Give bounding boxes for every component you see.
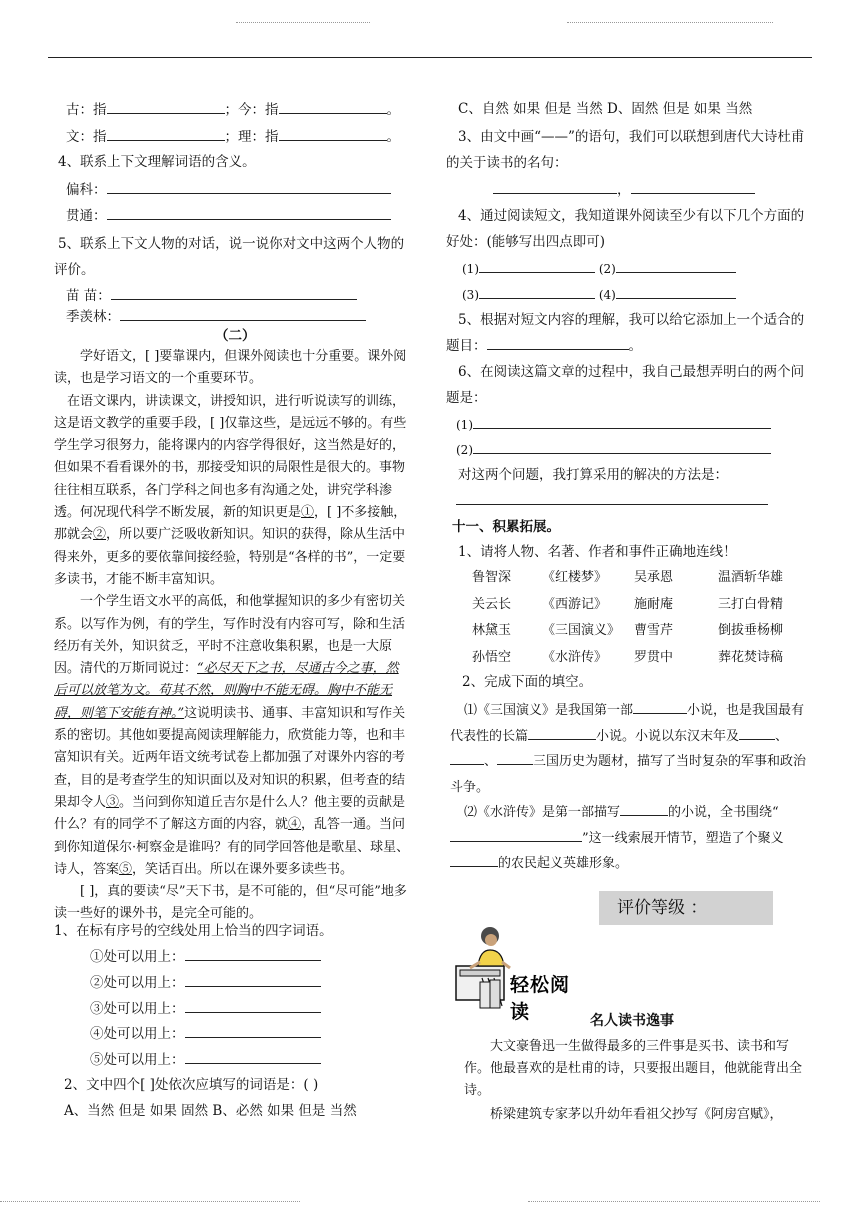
passage-paragraph-2: 在语文课内，讲读课文，讲授知识，进行听说读写的训练，这是语文教学的重要手段，[ ]仅靠这些，是远远不够的。有些学生学习很努力，能将课内的内容学得很好，这当然是好的，但如果不看看课外的书，那接受知识的局限性是很大的。事物往往相互联系，各门学科之间也多有沟通之处，讲究学科渗透。何况现代科学不断发展，新的知识更是①，[ ]不多接触，那就会②，所以要广泛吸收新知识。知识的获得，除从生活中得来外，更多的要依靠间接经验，特别是“各样的书”，一定要多读书，才能不断丰富知识。 xyxy=(54,393,407,587)
blank-mark-5: ⑤ xyxy=(119,861,133,877)
answer-blank[interactable] xyxy=(616,258,736,273)
answer-blank[interactable] xyxy=(479,284,595,299)
fill-paragraph-1: ⑴《三国演义》是我国第一部 小说，也是我国最有代表性的长篇 小说。小说以东汉末年及 、、 三国历史为题材，描写了当时复杂的军事和政治斗争。 xyxy=(450,698,812,800)
q6-answer-1: (1) xyxy=(456,414,771,435)
match-cell[interactable]: 温酒斩华雄 xyxy=(718,570,784,585)
answer-blank[interactable] xyxy=(473,414,771,429)
answer-blank[interactable] xyxy=(185,1023,321,1038)
question-4: 4、联系上下文理解词语的含义。 xyxy=(58,154,256,170)
answer-blank[interactable] xyxy=(279,126,387,141)
answer-blank[interactable] xyxy=(111,285,357,300)
footer-dotted-line xyxy=(528,1201,820,1202)
question-3: 3、由文中画“——”的语句，我们可以联想到唐代大诗杜甫的关于读书的名句： xyxy=(446,129,805,171)
answer-blank[interactable] xyxy=(185,998,321,1013)
passage-paragraph-3: 一个学生语文水平的高低，和他掌握知识的多少有密切关系。以写作为例，有的学生，写作时没有内容可写，除和生活经历有关外，知识贫乏，平时不注意收集积累，也是一大原因。清代的万斯同说过：“必尽天下之书，尽通古今之事，然后可以放笔为文。苟其不然，则胸中不能无碍。胸中不能无碍，则笔下安能有神。”这说明读书、通事、丰富知识和写作关系的密切。其他如要提高阅读理解能力，欣赏能力等，也和丰富知识有关。近两年语文统考试卷上都加强了对课外内容的考查，目的是考查学生的知识面以及对知识的积累，但考查的结果却令人③。当问到你知道丘吉尔是什么人？他主要的贡献是什么？有的同学不了解这方面的内容，就④，乱答一通。当问到你知道保尔·柯察金是谁吗？有的同学回答他是歌星、球星、诗人，答案⑤，笑话百出。所以在课外要多读些书。 xyxy=(54,594,410,877)
underlined-quote: “必尽天下之书，尽通古今之事，然后可以放笔为文。苟其不然，则胸中不能无碍。胸中不能无碍，则笔下安能有神。” xyxy=(54,661,399,721)
answer-blank[interactable] xyxy=(633,699,687,714)
section-2-title: （二） xyxy=(215,328,256,344)
match-cell[interactable]: 《三国演义》 xyxy=(542,623,621,638)
question-wen-li: 文：指 ；理：指 。 xyxy=(66,126,400,147)
match-cell[interactable]: 《红楼梦》 xyxy=(542,570,608,585)
jixianlin-line: 季羡林： xyxy=(66,306,366,327)
match-cell[interactable]: 施耐庵 xyxy=(634,596,674,612)
answer-line xyxy=(456,504,768,505)
q6-method: 对这两个问题，我打算采用的解决的方法是： xyxy=(458,467,728,483)
question-5: 5、联系上下文人物的对话，说一说你对文中这两个人物的评价。 xyxy=(54,236,405,278)
answer-blank[interactable] xyxy=(107,126,225,141)
reading-logo xyxy=(452,922,588,1023)
fill-item-5: ⑤处可以用上： xyxy=(90,1049,321,1070)
answer-blank[interactable] xyxy=(620,801,668,816)
section-11-question-2: 2、完成下面的填空。 xyxy=(462,674,593,690)
answer-blank[interactable] xyxy=(185,946,321,961)
match-cell[interactable]: 鲁智深 xyxy=(472,570,512,585)
answer-blank[interactable] xyxy=(450,827,582,842)
section-11-question-1: 1、请将人物、名著、作者和事件正确地连线！ xyxy=(458,544,737,560)
question-4-right: 4、通过阅读短文，我知道课外阅读至少有以下几个方面的好处：(能够写出四点即可) xyxy=(446,208,805,250)
story-title: 名人读书逸事 xyxy=(590,1013,674,1029)
miaomiao-line: 苗 苗： xyxy=(66,285,357,306)
match-cell[interactable]: 《西游记》 xyxy=(542,596,608,612)
question-2: 2、文中四个[ ]处依次应填写的词语是：( ) xyxy=(64,1077,319,1093)
answer-blank[interactable] xyxy=(631,179,755,194)
answer-blank[interactable] xyxy=(450,750,484,765)
q6-answer-2: (2) xyxy=(456,439,771,460)
blank-mark-4: ④ xyxy=(288,817,302,833)
match-cell[interactable]: 三打白骨精 xyxy=(718,596,784,612)
answer-blank[interactable] xyxy=(450,852,498,867)
story-paragraph-1: 大文豪鲁迅一生做得最多的三件事是买书、读书和写作。他最喜欢的是杜甫的诗，只要报出题目，他就能背出全诗。 xyxy=(464,1039,803,1098)
question-6: 6、在阅读这篇文章的过程中，我自己最想弄明白的两个问题是： xyxy=(446,364,805,406)
match-cell[interactable]: 曹雪芹 xyxy=(634,623,674,638)
header-dotted-line xyxy=(567,22,773,23)
match-cell[interactable]: 葬花焚诗稿 xyxy=(718,649,784,665)
blank-mark-2: ② xyxy=(93,527,107,543)
question-3-answer: ， xyxy=(493,179,755,200)
answer-blank[interactable] xyxy=(107,179,391,194)
q4-answers-row-1: (1) (2) xyxy=(462,258,736,279)
match-cell[interactable]: 关云长 xyxy=(472,596,512,612)
q4-answers-row-2: (3) (4) xyxy=(462,284,736,305)
answer-blank[interactable] xyxy=(528,725,596,740)
answer-blank[interactable] xyxy=(185,972,321,987)
question-gu-jin: 古：指 ；今：指 。 xyxy=(66,99,400,120)
logo-text: 轻松阅读 xyxy=(510,974,571,1023)
header-dotted-line xyxy=(236,22,370,23)
blank-mark-1: ① xyxy=(301,505,315,521)
question-2-options-ab: A、当然 但是 如果 固然 B、必然 如果 但是 当然 xyxy=(64,1103,357,1119)
answer-blank[interactable] xyxy=(493,179,617,194)
story-paragraph-2: 桥梁建筑专家茅以升幼年看祖父抄写《阿房宫赋》， xyxy=(490,1107,783,1122)
answer-blank[interactable] xyxy=(473,439,771,454)
match-cell[interactable]: 《水浒传》 xyxy=(542,649,608,665)
question-5-right: 5、根据对短文内容的理解，我可以给它添加上一个适合的题目： 。 xyxy=(446,312,805,354)
answer-blank[interactable] xyxy=(185,1049,321,1064)
answer-blank[interactable] xyxy=(479,258,595,273)
match-cell[interactable]: 吴承恩 xyxy=(634,570,674,585)
fill-item-4: ④处可以用上： xyxy=(90,1023,321,1044)
passage-paragraph-4: [ ]，真的要读“尽”天下书，是不可能的，但“尽可能”地多读一些好的课外书，是完全可能的。 xyxy=(54,884,407,922)
match-cell[interactable]: 倒拔垂杨柳 xyxy=(718,623,784,638)
answer-blank[interactable] xyxy=(487,335,629,350)
answer-blank[interactable] xyxy=(107,99,225,114)
header-rule xyxy=(48,57,812,58)
match-cell[interactable]: 孙悟空 xyxy=(472,649,512,665)
answer-blank[interactable] xyxy=(497,750,533,765)
pianke-line: 偏科： xyxy=(66,179,391,200)
answer-blank[interactable] xyxy=(107,205,391,220)
section-11-title: 十一、积累拓展。 xyxy=(452,519,560,535)
fill-item-3: ③处可以用上： xyxy=(90,998,321,1019)
match-cell[interactable]: 林黛玉 xyxy=(472,623,512,638)
guantong-line: 贯通： xyxy=(66,205,391,226)
match-cell[interactable]: 罗贯中 xyxy=(634,649,674,665)
fill-item-2: ②处可以用上： xyxy=(90,972,321,993)
passage-paragraph-1: 学好语文，[ ]要靠课内，但课外阅读也十分重要。课外阅读，也是学习语文的一个重要环节。 xyxy=(54,349,407,387)
fill-item-1: ①处可以用上： xyxy=(90,946,321,967)
footer-dotted-line xyxy=(0,1201,300,1202)
fill-paragraph-2: ⑵《水浒传》是第一部描写 的小说，全书围绕“”这一线索展开情节，塑造了个聚义的农民起义英雄形象。 xyxy=(450,800,812,877)
question-2-options-cd: C、自然 如果 但是 当然 D、固然 但是 如果 当然 xyxy=(458,101,753,117)
blank-mark-3: ③ xyxy=(106,794,120,810)
answer-blank[interactable] xyxy=(739,725,775,740)
rating-box: 评价等级 ： xyxy=(599,891,773,925)
answer-blank[interactable] xyxy=(120,306,366,321)
answer-blank[interactable] xyxy=(616,284,736,299)
answer-blank[interactable] xyxy=(279,99,387,114)
matching-table xyxy=(472,565,818,671)
passage xyxy=(54,346,410,926)
question-1: 1、在标有序号的空线处用上恰当的四字词语。 xyxy=(54,923,333,939)
